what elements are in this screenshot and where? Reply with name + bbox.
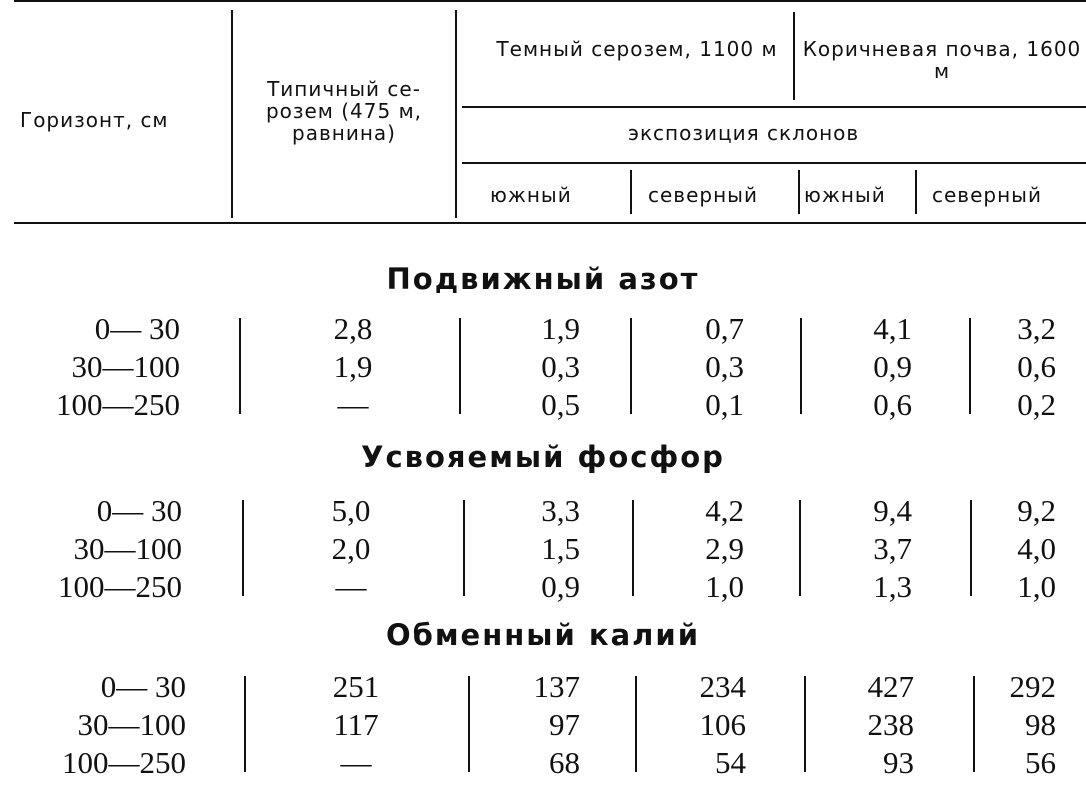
horizon-column: [56, 310, 180, 424]
horizon-cell: 30—100: [73, 531, 182, 566]
value-cell: 9,4: [873, 493, 912, 528]
header-exposure: экспозиция склонов: [628, 121, 860, 145]
horizon-cell: 100—250: [56, 387, 180, 422]
value-cell: 98: [1025, 707, 1056, 742]
table-top-rule: [14, 0, 1086, 2]
header-bottom-rule: [14, 222, 1086, 224]
value-cell: 137: [533, 669, 580, 704]
dark-north-column: [700, 668, 747, 782]
value-cell: 117: [333, 707, 379, 742]
value-cell: 2,8: [333, 311, 373, 346]
header-divider-2: [455, 10, 457, 218]
section-title-phosphorus: Усвояемый фосфор: [361, 440, 725, 474]
header-rule-altitude: [462, 106, 1086, 108]
row-divider: [973, 676, 975, 772]
header-divider-6: [915, 170, 917, 214]
value-cell: 234: [699, 669, 746, 704]
value-cell: 54: [715, 745, 746, 780]
value-cell: —: [340, 745, 372, 780]
row-divider: [970, 500, 972, 596]
value-cell: 292: [1009, 669, 1056, 704]
brown-south-column: [873, 310, 912, 424]
value-cell: 1,5: [541, 531, 580, 566]
header-typical-serozem: Типичный се- розем (475 м, равнина): [265, 77, 423, 145]
horizon-cell: 30—100: [77, 707, 186, 742]
header-horizon: Горизонт, см: [20, 108, 169, 132]
dark-north-column: [705, 310, 744, 424]
value-cell: 251: [332, 669, 380, 704]
header-divider-3: [793, 12, 795, 100]
value-cell: 97: [549, 707, 580, 742]
header-brown-soil: Коричневая почва, 1600 м: [802, 37, 1082, 83]
row-divider: [463, 500, 465, 596]
value-cell: 0,9: [873, 349, 912, 384]
value-cell: 1,9: [541, 311, 580, 346]
horizon-column: [62, 668, 186, 782]
value-cell: 0,3: [541, 349, 580, 384]
value-cell: 4,2: [705, 493, 744, 528]
value-cell: 93: [883, 745, 914, 780]
typical-column: [316, 668, 396, 782]
brown-north-column: [1017, 310, 1056, 424]
header-rule-exposure: [462, 162, 1086, 164]
value-cell: 1,9: [333, 349, 373, 384]
value-cell: 106: [699, 707, 746, 742]
value-cell: 0,6: [1017, 349, 1056, 384]
row-divider: [635, 676, 637, 772]
value-cell: 56: [1025, 745, 1056, 780]
dark-south-column: [541, 492, 580, 606]
value-cell: 427: [867, 669, 914, 704]
value-cell: 0,1: [705, 387, 744, 422]
header-dark-serozem: Темный серозем, 1100 м: [496, 37, 778, 61]
value-cell: —: [337, 387, 369, 422]
typical-column: [316, 492, 386, 606]
header-divider-1: [231, 10, 233, 218]
dark-south-column: [541, 310, 580, 424]
header-brown-north: северный: [932, 183, 1042, 207]
value-cell: 3,2: [1017, 311, 1056, 346]
header-dark-south: южный: [490, 183, 572, 207]
value-cell: 1,0: [1017, 569, 1056, 604]
value-cell: 4,0: [1017, 531, 1056, 566]
value-cell: 0,9: [541, 569, 580, 604]
value-cell: 5,0: [331, 493, 371, 528]
header-dark-north: северный: [648, 183, 758, 207]
value-cell: —: [335, 569, 367, 604]
row-divider: [969, 318, 971, 414]
header-divider-4: [630, 170, 632, 214]
value-cell: 68: [549, 745, 580, 780]
section-title-potassium: Обменный калий: [385, 618, 701, 652]
horizon-cell: 100—250: [58, 569, 182, 604]
value-cell: 9,2: [1017, 493, 1056, 528]
brown-south-column: [873, 492, 912, 606]
row-divider: [799, 500, 801, 596]
row-divider: [239, 318, 241, 414]
typical-column: [318, 310, 388, 424]
row-divider: [242, 500, 244, 596]
brown-south-column: [868, 668, 915, 782]
row-divider: [468, 676, 470, 772]
row-divider: [632, 500, 634, 596]
row-divider: [800, 318, 802, 414]
row-divider: [804, 676, 806, 772]
header-brown-south: южный: [804, 183, 886, 207]
value-cell: 2,9: [705, 531, 744, 566]
value-cell: 3,7: [873, 531, 912, 566]
value-cell: 3,3: [541, 493, 580, 528]
value-cell: 0,2: [1017, 387, 1056, 422]
header-divider-5: [798, 170, 800, 214]
value-cell: 238: [867, 707, 914, 742]
dark-north-column: [705, 492, 744, 606]
horizon-cell: 0— 30: [94, 311, 180, 346]
section-title-nitrogen: Подвижный азот: [386, 262, 700, 296]
value-cell: 2,0: [331, 531, 371, 566]
row-divider: [459, 318, 461, 414]
row-divider: [630, 318, 632, 414]
value-cell: 0,7: [705, 311, 744, 346]
value-cell: 0,5: [541, 387, 580, 422]
value-cell: 0,6: [873, 387, 912, 422]
value-cell: 0,3: [705, 349, 744, 384]
horizon-column: [58, 492, 182, 606]
horizon-cell: 0— 30: [96, 493, 182, 528]
horizon-cell: 30—100: [71, 349, 180, 384]
horizon-cell: 100—250: [62, 745, 186, 780]
value-cell: 1,3: [873, 569, 912, 604]
brown-north-column: [1010, 668, 1057, 782]
dark-south-column: [534, 668, 581, 782]
value-cell: 1,0: [705, 569, 744, 604]
brown-north-column: [1017, 492, 1056, 606]
horizon-cell: 0— 30: [100, 669, 186, 704]
value-cell: 4,1: [873, 311, 912, 346]
row-divider: [244, 676, 246, 772]
